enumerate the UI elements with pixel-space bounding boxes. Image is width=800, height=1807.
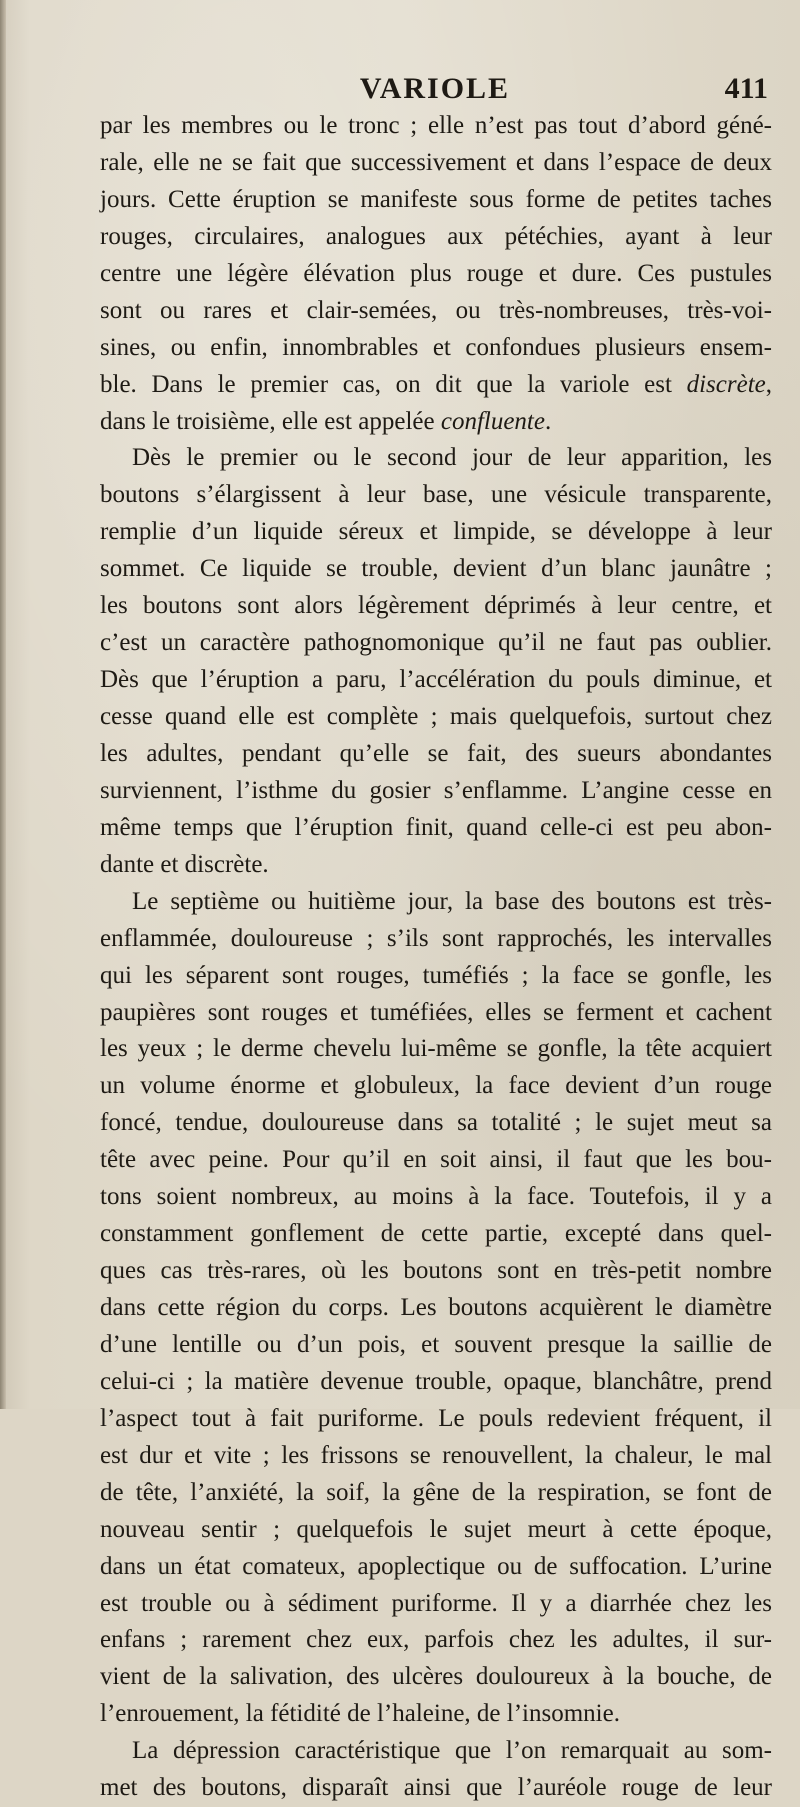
text-line: l’aspect tout à fait puriforme. Le pouls redevient fréquent, il [100,1404,772,1432]
text-line: boutons s’élargissent à leur base, une vésicule transparente, [100,481,772,509]
paragraph-start: La dépression caractéristique que l’on remarquait au som- [132,1737,772,1765]
text-line: les adultes, pendant qu’elle se fait, des sueurs abondantes [100,739,772,767]
text-line: d’une lentille ou d’un pois, et souvent presque la saillie de [100,1330,772,1358]
punctuation: . [544,407,552,435]
text-line: constamment gonflement de cette partie, excepté dans quel- [100,1220,772,1248]
text-line: tête avec peine. Pour qu’il en soit ainsi, il faut que les bou- [100,1146,772,1174]
paragraph-start: Dès le premier ou le second jour de leur apparition, les [132,444,772,472]
text-line: remplie d’un liquide séreux et limpide, se développe à leur [100,518,772,546]
text-line: ques cas très-rares, où les boutons sont en très-petit nombre [100,1257,772,1285]
text-line: même temps que l’éruption finit, quand celle-ci est peu abon- [100,813,772,841]
text-line-with-term [100,404,772,441]
text-line: est trouble ou à sédiment puriforme. Il y a diarrhée chez les [100,1589,772,1617]
text-line: qui les séparent sont rouges, tuméfiés ; la face se gonfle, les [100,961,772,989]
text-line: jours. Cette éruption se manifeste sous forme de petites taches [100,185,772,213]
text-line: enflammée, douloureuse ; s’ils sont rapprochés, les intervalles [100,924,772,952]
body-text [100,108,772,1807]
text-line: cesse quand elle est complète ; mais quelquefois, surtout chez [100,703,772,730]
text-line: sommet. Ce liquide se trouble, devient d’un blanc jaunâtre ; [100,555,772,583]
text-line: tons soient nombreux, au moins à la face. Toutefois, il y a [100,1183,772,1211]
text-line: les boutons sont alors légèrement déprimés à leur centre, et [100,592,772,620]
punctuation: , [765,370,772,398]
text-line-with-term [100,367,772,404]
text-line: sines, ou enfin, innombrables et confondues plusieurs ensem- [100,333,772,361]
text-line: l’enrouement, la fétidité de l’haleine, de l’insomnie. [100,1700,620,1728]
paragraph-start: Le septième ou huitième jour, la base des boutons est très- [132,887,772,915]
text-line: centre une légère élévation plus rouge et dure. Ces pustules [100,259,772,287]
text-line: dante et discrète. [100,850,269,878]
text-line: surviennent, l’isthme du gosier s’enflamme. L’angine cesse en [100,776,772,804]
text-line: celui-ci ; la matière devenue trouble, opaque, blanchâtre, prend [100,1367,772,1395]
text-line: sont ou rares et clair-semées, ou très-nombreuses, très-voi- [100,296,772,324]
text-line: nouveau sentir ; quelquefois le sujet meurt à cette époque, [100,1515,772,1543]
running-head [100,70,770,110]
binding-edge [0,0,6,1409]
text-line: c’est un caractère pathognomonique qu’il ne faut pas oublier. [100,629,772,657]
term-confluent: confluente [440,407,545,435]
text-line: rale, elle ne se fait que successivement et dans l’espace de deux [100,148,772,176]
text-line: est dur et vite ; les frissons se renouvellent, la chaleur, le mal [100,1441,772,1469]
text-line: paupières sont rouges et tuméfiées, elles se ferment et cachent [100,998,772,1026]
text-line: de tête, l’anxiété, la soif, la gêne de la respiration, se font de [100,1478,772,1506]
term-discrete: discrète [686,370,766,398]
line-text: ble. Dans le premier cas, on dit que la variole est [100,370,672,398]
text-line: met des boutons, disparaît ainsi que l’auréole rouge de leur [100,1774,772,1802]
line-text: dans le troisième, elle est appelée [100,407,435,435]
text-line: les yeux ; le derme chevelu lui-même se gonfle, la tête acquiert [100,1035,772,1063]
page-number: 411 [724,72,768,105]
text-line: dans cette région du corps. Les boutons acquièrent le diamètre [100,1294,772,1321]
text-line: dans un état comateux, apoplectique ou de suffocation. L’urine [100,1552,772,1580]
text-line: un volume énorme et globuleux, la face devient d’un rouge [100,1072,772,1100]
text-line: enfans ; rarement chez eux, parfois chez les adultes, il sur- [100,1626,772,1654]
text-line: rouges, circulaires, analogues aux pétéchies, ayant à leur [100,222,772,250]
text-line: Dès que l’éruption a paru, l’accélération du pouls diminue, et [100,666,772,694]
text-line: par les membres ou le tronc ; elle n’est pas tout d’abord géné- [100,112,772,139]
running-title: VARIOLE [359,72,511,105]
text-line: foncé, tendue, douloureuse dans sa totalité ; le sujet meut sa [100,1109,772,1137]
text-line: vient de la salivation, des ulcères douloureux à la bouche, de [100,1663,772,1691]
